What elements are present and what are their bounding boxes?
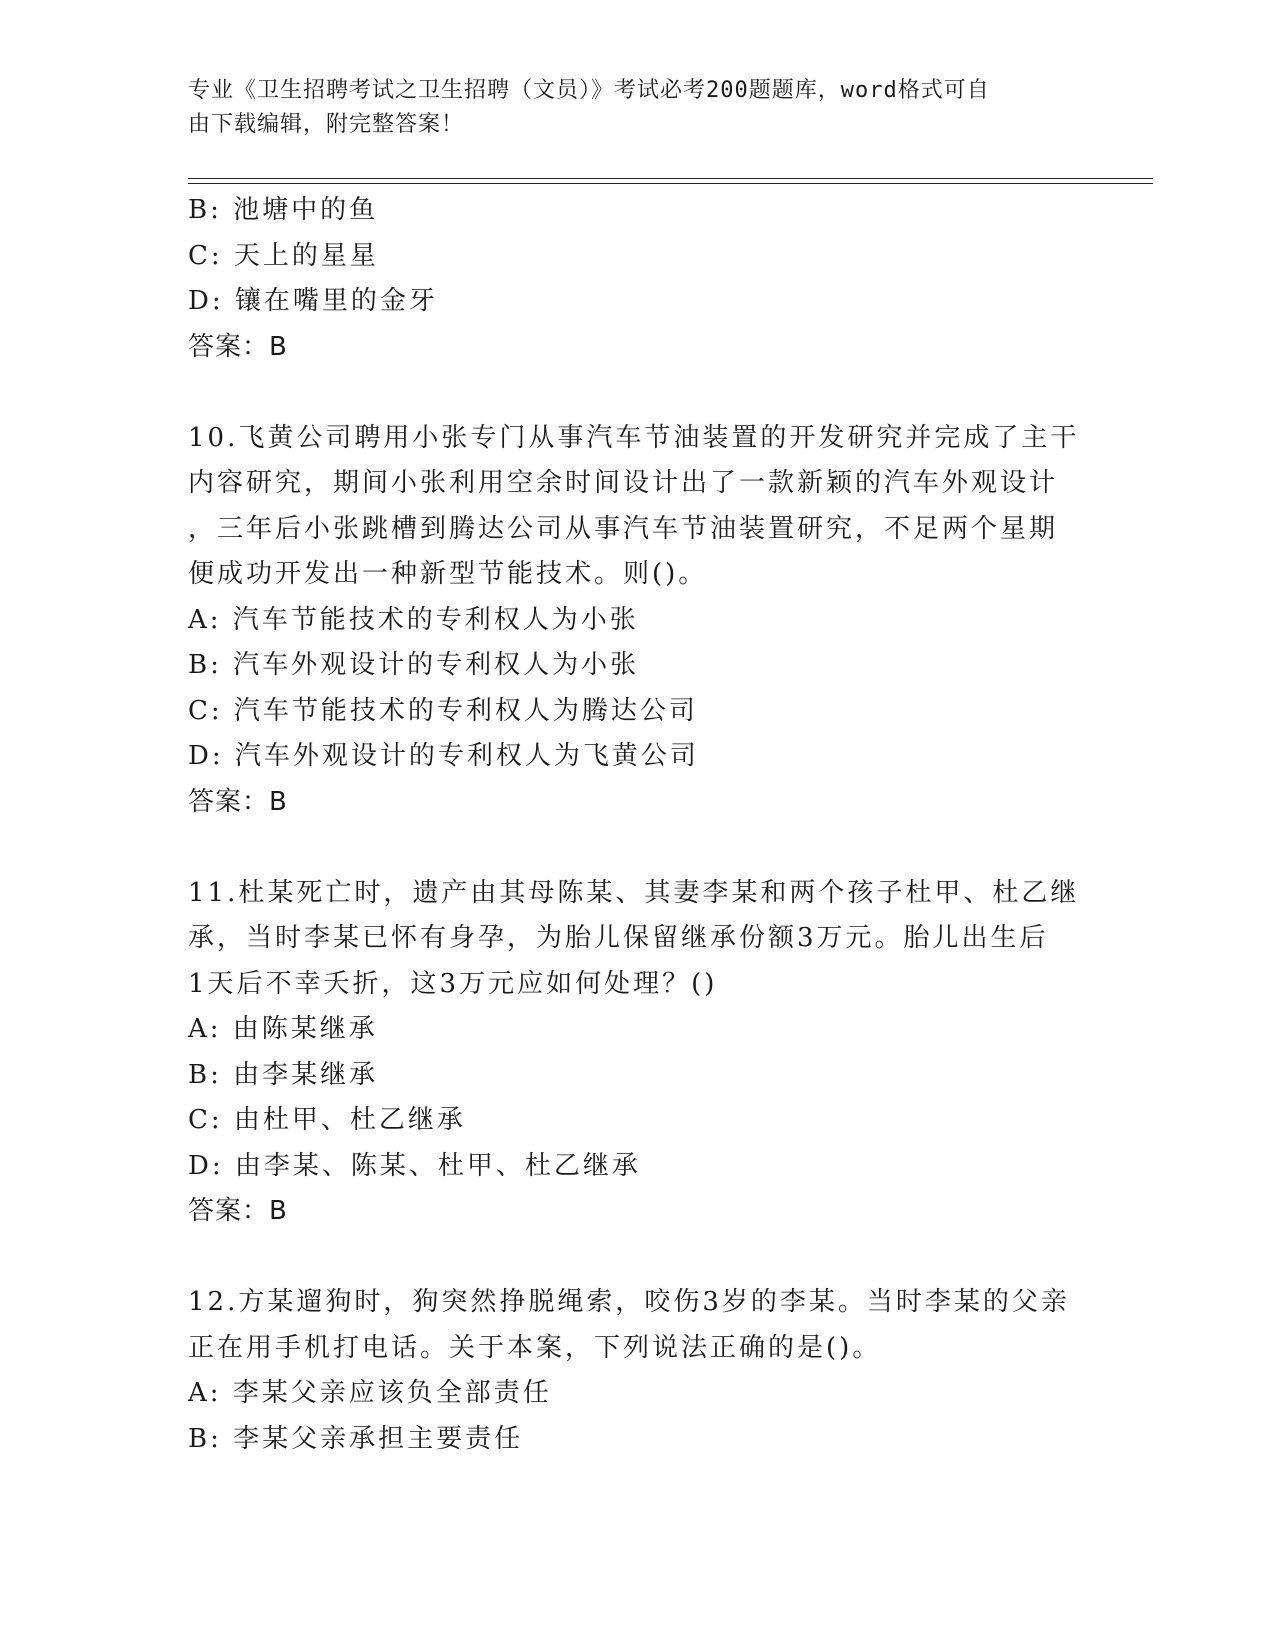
answer: 答案：B (188, 1196, 288, 1226)
answer: 答案：B (188, 786, 288, 817)
question-stem: 12.方某遛狗时，狗突然挣脱绳索，咬伤3岁的李某。当时李某的父亲 (188, 1287, 1070, 1317)
question-stem: 10.飞黄公司聘用小张专门从事汽车节油装置的开发研究并完成了主干 (188, 422, 1080, 453)
option-d: D: 汽车外观设计的专利权人为飞黄公司 (188, 741, 699, 771)
header-line-1: 专业《卫生招聘考试之卫生招聘（文员）》考试必考200题题库，word格式可自 (188, 78, 990, 103)
question-stem: 11.杜某死亡时，遗产由其母陈某、其妻李某和两个孩子杜甲、杜乙继 (188, 877, 1080, 908)
header-divider-bottom (188, 183, 1153, 184)
question-stem: 便成功开发出一种新型节能技术。则()。 (188, 559, 708, 589)
option-b: B: 汽车外观设计的专利权人为小张 (188, 650, 640, 680)
option-b: B: 由李某继承 (188, 1059, 379, 1090)
document-header (188, 74, 1068, 142)
question-stem: 正在用手机打电话。关于本案，下列说法正确的是()。 (188, 1332, 882, 1363)
option-c: C: 汽车节能技术的专利权人为腾达公司 (188, 695, 698, 726)
question-stem: 承，当时李某已怀有身孕，为胎儿保留继承份额3万元。胎儿出生后 (188, 923, 1049, 953)
spacer (188, 825, 1088, 871)
option-b: B: 池塘中的鱼 (188, 195, 379, 225)
spacer (188, 370, 1088, 416)
option-c: C: 由杜甲、杜乙继承 (188, 1105, 466, 1135)
question-list (188, 188, 1088, 1462)
option-d: D: 由李某、陈某、杜甲、杜乙继承 (188, 1150, 641, 1181)
option-a: A: 由陈某继承 (188, 1014, 378, 1044)
spacer (188, 1235, 1088, 1281)
question-stem: ，三年后小张跳槽到腾达公司从事汽车节油装置研究，不足两个星期 (188, 513, 1059, 544)
option-b: B: 李某父亲承担主要责任 (188, 1423, 524, 1454)
question-9 (188, 188, 1088, 370)
header-divider-top (188, 178, 1153, 179)
header-line-2: 由下载编辑，附完整答案！ (188, 112, 465, 137)
question-12 (188, 1280, 1088, 1462)
option-d: D: 镶在嘴里的金牙 (188, 286, 438, 316)
option-a: A: 李某父亲应该负全部责任 (188, 1378, 552, 1408)
question-11 (188, 871, 1088, 1235)
option-a: A: 汽车节能技术的专利权人为小张 (188, 604, 639, 635)
option-c: C: 天上的星星 (188, 240, 379, 271)
answer: 答案：B (188, 331, 288, 362)
question-10 (188, 416, 1088, 826)
question-stem: 1天后不幸夭折，这3万元应如何处理？() (188, 968, 718, 999)
question-stem: 内容研究，期间小张利用空余时间设计出了一款新颖的汽车外观设计 (188, 468, 1059, 498)
